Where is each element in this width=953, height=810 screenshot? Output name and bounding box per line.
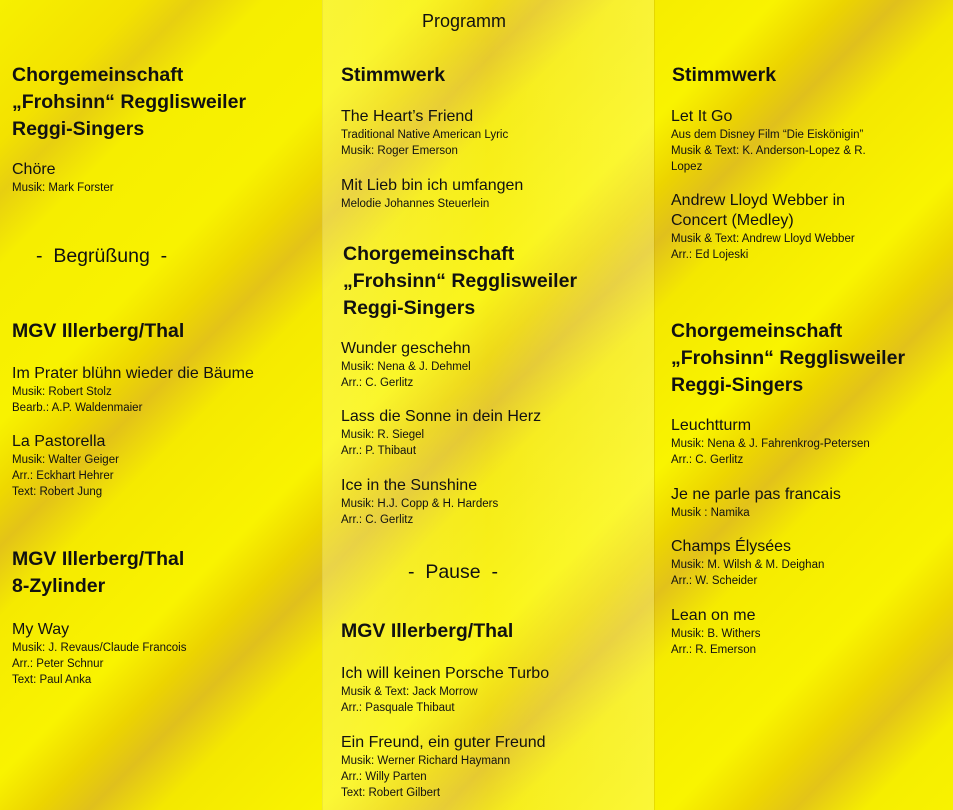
song-entry (341, 107, 508, 159)
song-credit: Arr.: W. Scheider (671, 575, 758, 587)
song-title: Lean on me (671, 607, 756, 624)
song-entry (341, 407, 541, 459)
song-title: Champs Élysées (671, 538, 792, 555)
program-panel-center (322, 0, 654, 810)
song-entry (671, 191, 855, 263)
song-credit: Musik & Text: Jack Morrow (341, 686, 478, 698)
song-title: Concert (Medley) (671, 212, 794, 229)
song-credit: Arr.: Peter Schnur (12, 658, 104, 670)
song-title: Let It Go (671, 108, 733, 125)
song-title: Mit Lieb bin ich umfangen (341, 177, 524, 194)
song-title: Ein Freund, ein guter Freund (341, 734, 546, 751)
song-credit: Musik: H.J. Copp & H. Harders (341, 498, 499, 510)
song-title: Chöre (12, 161, 56, 178)
song-credit: Arr.: C. Gerlitz (341, 514, 414, 526)
song-title: Ice in the Sunshine (341, 477, 478, 494)
song-credit: Musik: B. Withers (671, 628, 761, 640)
song-credit: Musik: Nena & J. Fahrenkrog-Petersen (671, 438, 870, 450)
song-credit: Musik & Text: Andrew Lloyd Webber (671, 233, 855, 245)
song-credit: Arr.: Pasquale Thibaut (341, 702, 455, 714)
song-title: Andrew Lloyd Webber in (671, 192, 846, 209)
song-entry (671, 537, 824, 589)
song-credit: Musik: Nena & J. Dehmel (341, 361, 471, 373)
group-heading: Stimmwerk (341, 64, 446, 86)
song-title: Wunder geschehn (341, 340, 471, 357)
song-title: Leuchtturm (671, 417, 752, 434)
song-title: My Way (12, 621, 70, 638)
song-entry (341, 176, 523, 212)
song-credit: Bearb.: A.P. Waldenmaier (12, 402, 143, 414)
song-credit: Arr.: C. Gerlitz (671, 454, 744, 466)
song-credit: Text: Robert Gilbert (341, 787, 441, 799)
group-heading: MGV Illerberg/Thal 8-Zylinder (12, 548, 185, 597)
song-credit: Text: Paul Anka (12, 674, 92, 686)
song-credit: Melodie Johannes Steuerlein (341, 198, 490, 210)
song-title: Je ne parle pas francais (671, 486, 841, 503)
song-credit: Arr.: Eckhart Hehrer (12, 470, 114, 482)
song-credit: Traditional Native American Lyric (341, 129, 509, 141)
song-credit: Arr.: Willy Parten (341, 771, 427, 783)
group-heading: MGV Illerberg/Thal (12, 320, 185, 342)
song-entry (341, 476, 498, 528)
song-entry (12, 160, 114, 196)
song-credit: Musik : Namika (671, 507, 750, 519)
greeting-separator: - Begrüßung - (36, 245, 168, 267)
song-credit: Musik: Werner Richard Haymann (341, 755, 511, 767)
song-credit: Aus dem Disney Film “Die Eiskönigin” (671, 129, 864, 141)
song-entry (12, 364, 254, 416)
song-entry (671, 416, 870, 468)
song-credit: Arr.: C. Gerlitz (341, 377, 414, 389)
song-credit: Musik & Text: K. Anderson-Lopez & R. (671, 145, 866, 157)
program-panel-left (0, 0, 322, 810)
song-title: Im Prater blühn wieder die Bäume (12, 365, 254, 382)
song-entry (341, 664, 549, 716)
group-heading: Chorgemeinschaft „Frohsinn“ Regglisweiler Reggi-Singers (343, 243, 578, 319)
program-label: Programm (422, 11, 507, 31)
song-entry (12, 432, 119, 500)
song-title: La Pastorella (12, 433, 106, 450)
song-credit: Musik: J. Revaus/Claude Francois (12, 642, 187, 654)
song-credit: Musik: M. Wilsh & M. Deighan (671, 559, 825, 571)
song-title: Ich will keinen Porsche Turbo (341, 665, 550, 682)
song-credit: Musik: Walter Geiger (12, 454, 119, 466)
song-entry (671, 107, 866, 175)
group-heading: Stimmwerk (672, 64, 777, 86)
song-credit: Lopez (671, 161, 703, 173)
song-credit: Musik: R. Siegel (341, 429, 425, 441)
song-credit: Arr.: Ed Lojeski (671, 249, 749, 261)
song-credit: Musik: Mark Forster (12, 182, 114, 194)
pause-separator: - Pause - (408, 561, 498, 583)
song-title: The Heart’s Friend (341, 108, 474, 125)
song-entry (341, 733, 546, 801)
song-credit: Musik: Robert Stolz (12, 386, 112, 398)
song-credit: Text: Robert Jung (12, 486, 103, 498)
song-entry (671, 485, 841, 521)
program-panel-right (654, 0, 953, 810)
song-entry (671, 606, 760, 658)
song-title: Lass die Sonne in dein Herz (341, 408, 542, 425)
group-heading: Chorgemeinschaft „Frohsinn“ Regglisweiler Reggi-Singers (12, 64, 247, 140)
song-credit: Arr.: R. Emerson (671, 644, 756, 656)
song-entry (12, 620, 186, 688)
song-entry (341, 339, 471, 391)
group-heading: MGV Illerberg/Thal (341, 620, 514, 642)
group-heading: Chorgemeinschaft „Frohsinn“ Regglisweiler Reggi-Singers (671, 320, 906, 396)
song-credit: Musik: Roger Emerson (341, 145, 458, 157)
song-credit: Arr.: P. Thibaut (341, 445, 417, 457)
